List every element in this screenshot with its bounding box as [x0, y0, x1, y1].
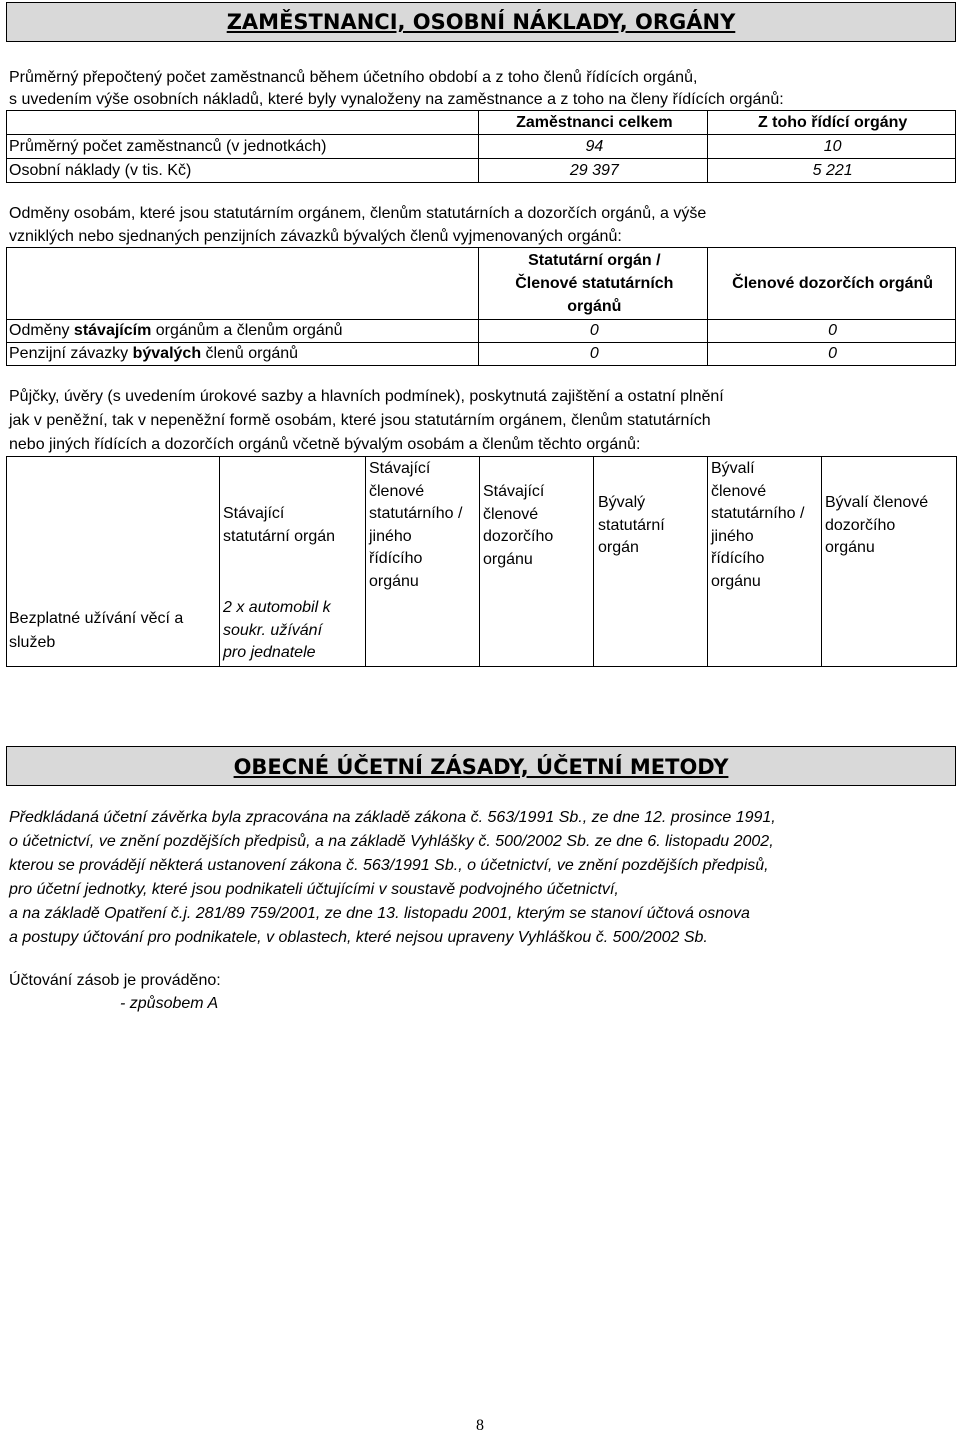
table-row — [7, 159, 956, 183]
value-remuneration-supervisory: 0 — [708, 320, 956, 343]
value-personal-costs-total: 29 397 — [479, 159, 708, 183]
col-header-statutory-line-3: orgánů — [567, 298, 622, 315]
loans-row-label: Bezplatné užívání věcí a služeb — [9, 610, 184, 651]
row-label-remuneration: Odměny stávajícím orgánům a členům orgánů — [7, 320, 479, 343]
accounting-line-2: o účetnictví, ve znění pozdějších předpisů, a na základě Vyhlášky č. 500/2002 Sb. ze dne 6. listopadu 2002, — [9, 833, 774, 850]
row-label-pension: Penzijní závazky bývalých členů orgánů — [7, 343, 479, 366]
loans-row-value-current-statutory: 2 x automobil k soukr. užívání pro jednatele — [223, 599, 331, 661]
loans-table-divider-4 — [593, 456, 594, 667]
remuneration-table-corner — [7, 248, 479, 320]
loans-header-former-statutory-members: Bývalí členové statutárního / jiného řídícího orgánu — [711, 460, 805, 590]
loans-table-divider-5 — [707, 456, 708, 667]
value-avg-employees-management: 10 — [708, 135, 956, 159]
value-remuneration-statutory: 0 — [479, 320, 708, 343]
col-header-statutory-line-1: Statutární orgán / — [528, 252, 661, 269]
loans-header-current-supervisory: Stávající členové dozorčího orgánu — [483, 483, 554, 568]
table-row — [7, 135, 956, 159]
accounting-line-3: kterou se provádějí některá ustanovení zákona č. 563/1991 Sb., o účetnictví, ve znění pozdějších předpisů, — [9, 857, 769, 874]
section-heading-employees — [6, 2, 956, 42]
accounting-line-6: a postupy účtování pro podnikatele, v oblastech, které nejsou upraveny Vyhláškou č. 500/2002 Sb. — [9, 929, 708, 946]
employees-table — [6, 110, 956, 183]
section-heading-accounting — [6, 746, 956, 786]
accounting-line-1: Předkládaná účetní závěrka byla zpracována na základě zákona č. 563/1991 Sb., ze dne 12. prosince 1991, — [9, 809, 776, 826]
remuneration-intro-line-2: vzniklých nebo sjednaných penzijních závazků bývalých členů vyjmenovaných orgánů: — [9, 228, 622, 245]
loans-header-former-statutory: Bývalý statutární orgán — [598, 494, 665, 556]
row-label-personal-costs: Osobní náklady (v tis. Kč) — [7, 159, 479, 183]
remuneration-intro-line-1: Odměny osobám, které jsou statutárním orgánem, členům statutárních a dozorčích orgánů, a výše — [9, 205, 707, 222]
row-label-avg-employees: Průměrný počet zaměstnanců (v jednotkách) — [7, 135, 479, 159]
employees-table-corner — [7, 111, 479, 135]
section-title-employees: ZAMĚSTNANCI, OSOBNÍ NÁKLADY, ORGÁNY — [226, 10, 736, 34]
accounting-line-4: pro účetní jednotky, které jsou podnikateli účtujícími v soustavě podvojného účetnictví, — [9, 881, 619, 898]
accounting-line-5: a na základě Opatření č.j. 281/89 759/2001, ze dne 13. listopadu 2001, kterým se stanoví účtová osnova — [9, 905, 750, 922]
loans-header-current-statutory: Stávající statutární orgán — [223, 505, 336, 545]
loans-table-divider-2 — [365, 456, 366, 667]
inventory-method: - způsobem A — [120, 995, 219, 1012]
value-pension-supervisory: 0 — [708, 343, 956, 366]
remuneration-table — [6, 247, 956, 366]
loans-intro-line-3: nebo jiných řídících a dozorčích orgánů včetně bývalým osobám a členům těchto orgánů: — [9, 436, 641, 453]
section-title-accounting: OBECNÉ ÚČETNÍ ZÁSADY, ÚČETNÍ METODY — [233, 755, 729, 779]
employees-intro-line-2: s uvedením výše osobních nákladů, které byly vynaloženy na zaměstnance a z toho na členy řídících orgánů: — [9, 91, 784, 108]
loans-intro-line-2: jak v peněžní, tak v nepeněžní formě osobám, které jsou statutárním orgánem, členům statutárních — [9, 412, 711, 429]
col-header-total: Zaměstnanci celkem — [479, 111, 708, 135]
loans-header-former-supervisory: Bývalí členové dozorčího orgánu — [825, 494, 929, 556]
table-row — [7, 343, 956, 366]
col-header-management: Z toho řídící orgány — [708, 111, 956, 135]
loans-table-divider-1 — [219, 456, 220, 667]
value-avg-employees-total: 94 — [479, 135, 708, 159]
inventory-label: Účtování zásob je prováděno: — [9, 972, 221, 989]
table-row — [7, 320, 956, 343]
value-personal-costs-management: 5 221 — [708, 159, 956, 183]
page-number: 8 — [476, 1417, 484, 1434]
loans-table-divider-6 — [821, 456, 822, 667]
col-header-supervisory: Členové dozorčích orgánů — [708, 248, 956, 320]
employees-intro-line-1: Průměrný přepočtený počet zaměstnanců během účetního období a z toho členů řídících orgánů, — [9, 69, 698, 86]
loans-table-divider-3 — [479, 456, 480, 667]
loans-header-current-statutory-members: Stávající členové statutárního / jiného řídícího orgánu — [369, 460, 463, 590]
col-header-statutory-line-2: Členové statutárních — [515, 275, 674, 292]
loans-intro-line-1: Půjčky, úvěry (s uvedením úrokové sazby a hlavních podmínek), poskytnutá zajištění a ostatní plnění — [9, 388, 724, 405]
col-header-statutory — [479, 248, 708, 320]
value-pension-statutory: 0 — [479, 343, 708, 366]
